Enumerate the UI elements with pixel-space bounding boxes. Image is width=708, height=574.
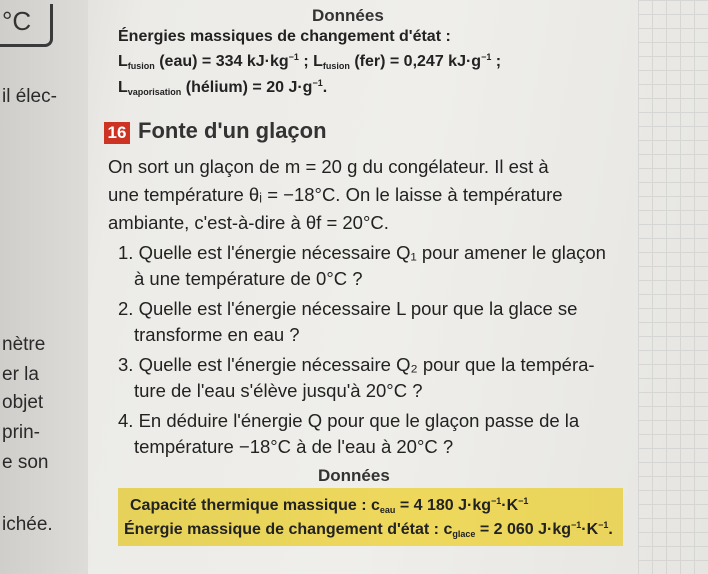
margin-fragment: er la [2, 364, 39, 385]
margin-fragment: ichée. [2, 514, 53, 535]
question-3-continued: ture de l'eau s'élève jusqu'à 20°C ? [134, 380, 423, 401]
exercise-intro-line: une température θᵢ = −18°C. On le laisse à température [108, 184, 563, 205]
question-1: 1. Quelle est l'énergie nécessaire Q₁ pour amener le glaçon [118, 242, 606, 263]
margin-fragment: objet [2, 392, 44, 413]
margin-fragment: nètre [2, 334, 46, 355]
question-2-continued: transforme en eau ? [134, 324, 300, 345]
margin-fragment: il élec- [2, 86, 57, 107]
degree-celsius-glyph: °C [2, 6, 32, 36]
exercise-title: Fonte d'un glaçon [138, 118, 327, 143]
bottom-data-line-1: Capacité thermique massique : $c_{eau} = 4$ 180 $J\cdot kg^{-1}\cdot K^{-1}$ [130, 496, 529, 515]
question-2: 2. Quelle est l'énergie nécessaire L pour que la glace se [118, 298, 578, 319]
top-data-line-2: $L_{fusion}$ (eau) = 334 $kJ\cdot kg^{-1}$ ; $L_{fusion}$ (fer) = 0,247 $kJ\cdot g^{-1}$ ; [118, 52, 502, 71]
margin-fragment: prin- [2, 422, 41, 443]
grid-paper-background [638, 0, 708, 574]
exercise-number-badge: 16 [104, 122, 130, 144]
margin-fragment: e son [2, 452, 49, 473]
bottom-data-heading: Données [318, 466, 390, 485]
top-data-line-1: Énergies massiques de changement d'état : [118, 28, 451, 45]
left-margin-column [0, 0, 88, 574]
top-data-heading: Données [312, 6, 384, 25]
question-1-continued: à une température de 0°C ? [134, 268, 363, 289]
top-data-line-3: $L_{vaporisation}$ (hélium) = 20 $J\cdot g^{-1}$. [118, 78, 328, 97]
question-3: 3. Quelle est l'énergie nécessaire Q₂ pour que la tempéra- [118, 354, 595, 375]
bottom-data-line-2: Énergie massique de changement d'état : $c_{glace} = 2$ 060 $J\cdot kg^{-1}\cdot K^{-1}$. [124, 520, 613, 539]
question-4: 4. En déduire l'énergie Q pour que le glaçon passe de la [118, 410, 580, 431]
question-4-continued: température −18°C à de l'eau à 20°C ? [134, 436, 454, 457]
exercise-intro-line: ambiante, c'est-à-dire à θf = 20°C. [108, 212, 389, 233]
exercise-intro-line: On sort un glaçon de m = 20 g du congélateur. Il est à [108, 156, 549, 177]
